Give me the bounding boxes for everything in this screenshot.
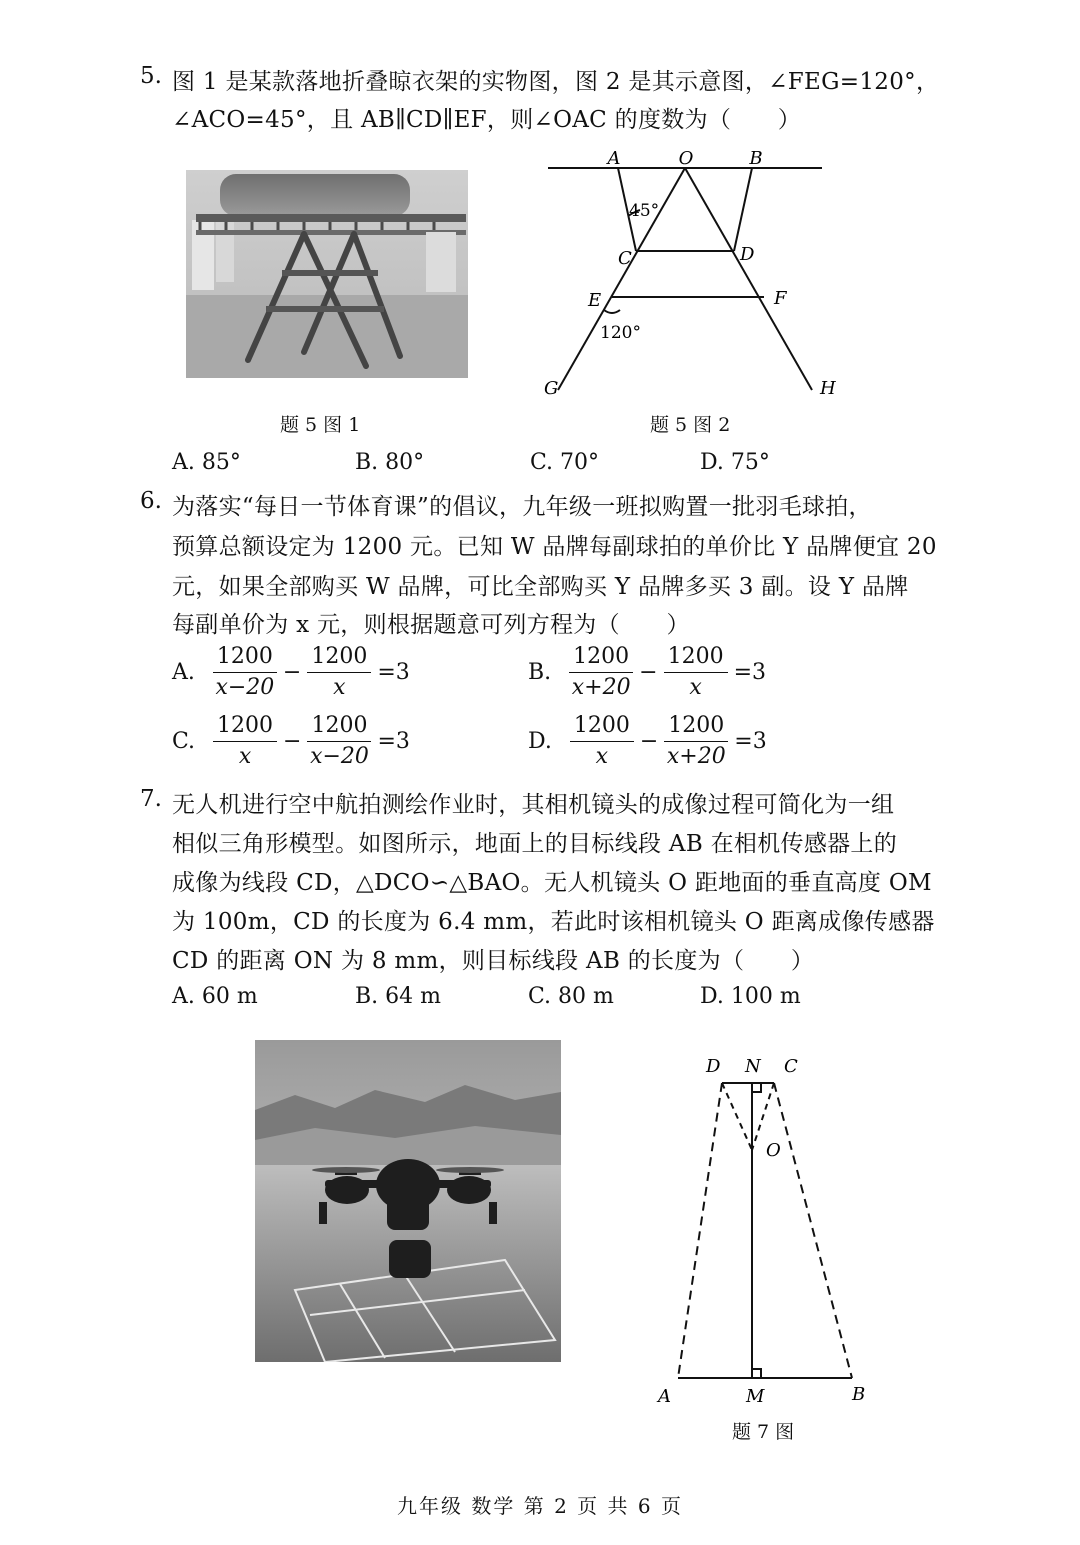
line-dsub <box>722 1083 752 1150</box>
label-C: C <box>618 248 632 269</box>
q6-option-c-frac1 <box>213 713 277 770</box>
q7-text-line3: 成像为线段 CD，△DCO∽△BAO。无人机镜头 O 距地面的垂直高度 OM <box>172 870 932 896</box>
label-B: B <box>852 1384 866 1405</box>
q6-b-den2: x <box>689 675 702 700</box>
q6-b-num2: 1200 <box>664 644 728 673</box>
q6-option-a-frac1 <box>213 644 277 701</box>
label-angle120: 120° <box>600 323 641 343</box>
q5-option-c-text: 70° <box>560 450 600 475</box>
q7-option-c-text: 80 m <box>558 984 614 1009</box>
q6-b-minus: − <box>639 660 658 685</box>
q6-b-rhs: =3 <box>733 660 767 685</box>
q7-text-line2: 相似三角形模型。如图所示，地面上的目标线段 AB 在相机传感器上的 <box>172 831 898 857</box>
q6-c-den2: x−20 <box>310 744 369 769</box>
q7-option-d-text: 100 m <box>730 984 801 1009</box>
label-D: D <box>740 244 755 265</box>
q5-number: 5. <box>140 63 162 89</box>
label-B: B <box>749 148 763 169</box>
q5-fig2-diagram <box>540 140 840 405</box>
q6-option-d-frac1 <box>570 713 634 770</box>
label-A: A <box>607 148 621 169</box>
q6-text-line2: 预算总额设定为 1200 元。已知 W 品牌每副球拍的单价比 Y 品牌便宜 20 <box>172 534 937 560</box>
line-bd <box>734 168 752 251</box>
q6-option-b-letter: B. <box>528 660 552 685</box>
label-H: H <box>820 378 836 399</box>
q6-c-num1: 1200 <box>213 713 277 742</box>
q6-d-rhs: =3 <box>734 729 767 754</box>
label-D: D <box>706 1056 721 1077</box>
q6-d-den2: x+20 <box>666 744 726 769</box>
q5-option-a-text: 85° <box>201 450 241 475</box>
q6-c-minus: − <box>283 729 302 754</box>
q6-c-num2: 1200 <box>307 713 371 742</box>
line-da <box>678 1083 722 1378</box>
label-O: O <box>678 148 694 169</box>
q5-option-c-letter: C. <box>530 450 554 475</box>
q6-text-line4: 每副单价为 x 元，则根据题意可列方程为（ ） <box>172 612 690 638</box>
q6-d-den1: x <box>595 744 609 769</box>
angle-120-arc <box>604 310 620 313</box>
q7-option-a-text: 60 m <box>201 984 258 1009</box>
q5-option-d-letter: D. <box>700 450 724 475</box>
label-G: G <box>544 378 559 399</box>
q6-option-c-letter: C. <box>172 729 196 754</box>
q6-option-c-frac2 <box>307 713 371 770</box>
q6-option-d[interactable] <box>528 713 769 770</box>
q5-option-a-letter: A. <box>172 450 195 475</box>
q6-b-num1: 1200 <box>569 644 633 673</box>
q6-option-d-frac2 <box>664 713 728 770</box>
q7-fig-diagram <box>650 1050 880 1410</box>
q7-number: 7. <box>140 786 162 812</box>
label-F: F <box>774 288 787 309</box>
q6-option-a[interactable] <box>172 644 412 701</box>
q5-fig1-drying-rack-photo <box>186 170 468 378</box>
label-O: O <box>766 1140 781 1161</box>
q5-text-line1: 图 1 是某款落地折叠晾衣架的实物图，图 2 是其示意图，∠FEG=120°， <box>172 69 940 95</box>
q5-option-c[interactable] <box>530 450 599 475</box>
right-angle-m <box>752 1369 761 1378</box>
q5-fig1-caption: 题 5 图 1 <box>280 414 361 436</box>
q7-option-d-letter: D. <box>700 984 724 1009</box>
label-E: E <box>588 290 602 311</box>
q5-option-d[interactable] <box>700 450 770 475</box>
q7-option-b-letter: B. <box>355 984 379 1009</box>
q6-text-line1: 为落实“每日一节体育课”的倡议，九年级一班拟购置一批羽毛球拍， <box>172 494 872 520</box>
q6-d-minus: − <box>639 729 659 754</box>
q6-c-rhs: =3 <box>377 729 410 754</box>
q6-option-c[interactable] <box>172 713 412 770</box>
q5-option-d-text: 75° <box>730 450 770 475</box>
q6-option-d-letter: D. <box>528 729 552 754</box>
line-cb <box>774 1083 852 1378</box>
right-angle-n <box>752 1083 761 1092</box>
q5-text-line2: ∠ACO=45°，且 AB∥CD∥EF，则∠OAC 的度数为（ ） <box>172 107 802 133</box>
q5-option-b-text: 80° <box>385 450 425 475</box>
q7-option-c[interactable] <box>528 984 614 1009</box>
q6-d-num1: 1200 <box>570 713 634 742</box>
q7-option-a-letter: A. <box>172 984 195 1009</box>
q6-c-den1: x <box>238 744 252 769</box>
q5-option-b-letter: B. <box>355 450 379 475</box>
q6-option-b[interactable] <box>528 644 768 701</box>
q6-a-den1: x−20 <box>215 675 275 700</box>
q5-option-b[interactable] <box>355 450 424 475</box>
q6-a-num2: 1200 <box>307 644 371 673</box>
label-angle45: 45° <box>629 201 660 221</box>
q6-number: 6. <box>140 488 162 514</box>
label-M: M <box>746 1386 765 1407</box>
q6-a-rhs: =3 <box>377 660 410 685</box>
q6-a-num1: 1200 <box>213 644 277 673</box>
q6-a-den2: x <box>333 675 346 700</box>
q6-a-minus: − <box>282 660 302 685</box>
q7-option-b-text: 64 m <box>385 984 442 1009</box>
label-N: N <box>745 1056 761 1077</box>
line-og <box>558 168 685 390</box>
q7-text-line5: CD 的距离 ON 为 8 mm，则目标线段 AB 的长度为（ ） <box>172 948 815 974</box>
q6-b-den1: x+20 <box>571 675 631 700</box>
q7-fig-caption: 题 7 图 <box>732 1421 795 1443</box>
q6-d-num2: 1200 <box>664 713 728 742</box>
label-C: C <box>784 1056 798 1077</box>
q7-drone-photo <box>255 1040 561 1362</box>
q7-option-a[interactable] <box>172 984 258 1009</box>
q7-option-d[interactable] <box>700 984 801 1009</box>
q6-text-line3: 元，如果全部购买 W 品牌，可比全部购买 Y 品牌多买 3 副。设 Y 品牌 <box>172 574 909 600</box>
q6-option-a-letter: A. <box>172 660 195 685</box>
page-footer: 九年级 数学 第 2 页 共 6 页 <box>397 1494 683 1518</box>
q7-option-b[interactable] <box>355 984 441 1009</box>
line-oh <box>685 168 812 390</box>
q7-text-line1: 无人机进行空中航拍测绘作业时，其相机镜头的成像过程可简化为一组 <box>172 792 895 818</box>
q5-option-a[interactable] <box>172 450 241 475</box>
q6-option-b-frac1 <box>569 644 633 701</box>
q7-text-line4: 为 100m，CD 的长度为 6.4 mm，若此时该相机镜头 O 距离成像传感器 <box>172 909 935 935</box>
q6-option-b-frac2 <box>664 644 728 701</box>
q7-option-c-letter: C. <box>528 984 552 1009</box>
q6-option-a-frac2 <box>307 644 371 701</box>
q5-fig2-caption: 题 5 图 2 <box>650 414 731 436</box>
label-A: A <box>658 1386 671 1407</box>
